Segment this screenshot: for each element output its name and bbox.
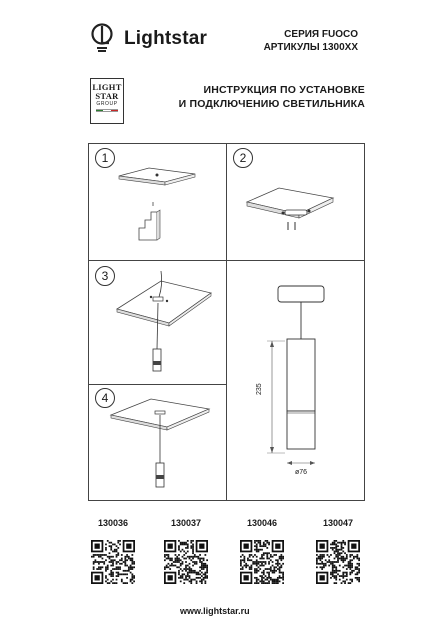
series-title: СЕРИЯ FUOCO <box>284 29 358 40</box>
diameter-dimension: ø76 <box>295 469 308 476</box>
qr-code-130046 <box>240 540 284 584</box>
qr-code-130037 <box>164 540 208 584</box>
step-number-4: 4 <box>95 388 115 408</box>
article-130036: 130036 <box>97 518 129 528</box>
article-130037: 130037 <box>170 518 202 528</box>
lightstar-logo-icon <box>90 21 122 57</box>
lamp-dimensions-drawing <box>227 261 364 500</box>
badge-line1: LIGHT <box>92 82 122 92</box>
height-dimension: 235 <box>256 383 263 395</box>
brand-name: Lightstar <box>124 28 208 49</box>
wire-connection-drawing <box>89 261 226 384</box>
articles-title: АРТИКУЛЫ 1300XX <box>263 42 358 53</box>
article-130046: 130046 <box>246 518 278 528</box>
mounting-plate-drawing <box>89 144 226 260</box>
website-link[interactable]: www.lightstar.ru <box>180 606 250 616</box>
qr-code-130047 <box>316 540 360 584</box>
badge-flag-stripe <box>96 109 118 112</box>
step-number-2: 2 <box>233 148 253 168</box>
mounting-plate-screws-drawing <box>227 144 364 260</box>
instruction-line1: ИНСТРУКЦИЯ ПО УСТАНОВКЕ <box>203 84 365 96</box>
step-number-1: 1 <box>95 148 115 168</box>
instruction-line2: И ПОДКЛЮЧЕНИЮ СВЕТИЛЬНИКА <box>178 98 365 110</box>
qr-code-130036 <box>91 540 135 584</box>
installed-lamp-drawing <box>89 385 226 500</box>
badge-line3: GROUP <box>96 101 118 107</box>
article-130047: 130047 <box>322 518 354 528</box>
badge-line2: STAR <box>95 91 119 101</box>
light-star-group-badge <box>90 78 124 124</box>
step-number-3: 3 <box>95 266 115 286</box>
